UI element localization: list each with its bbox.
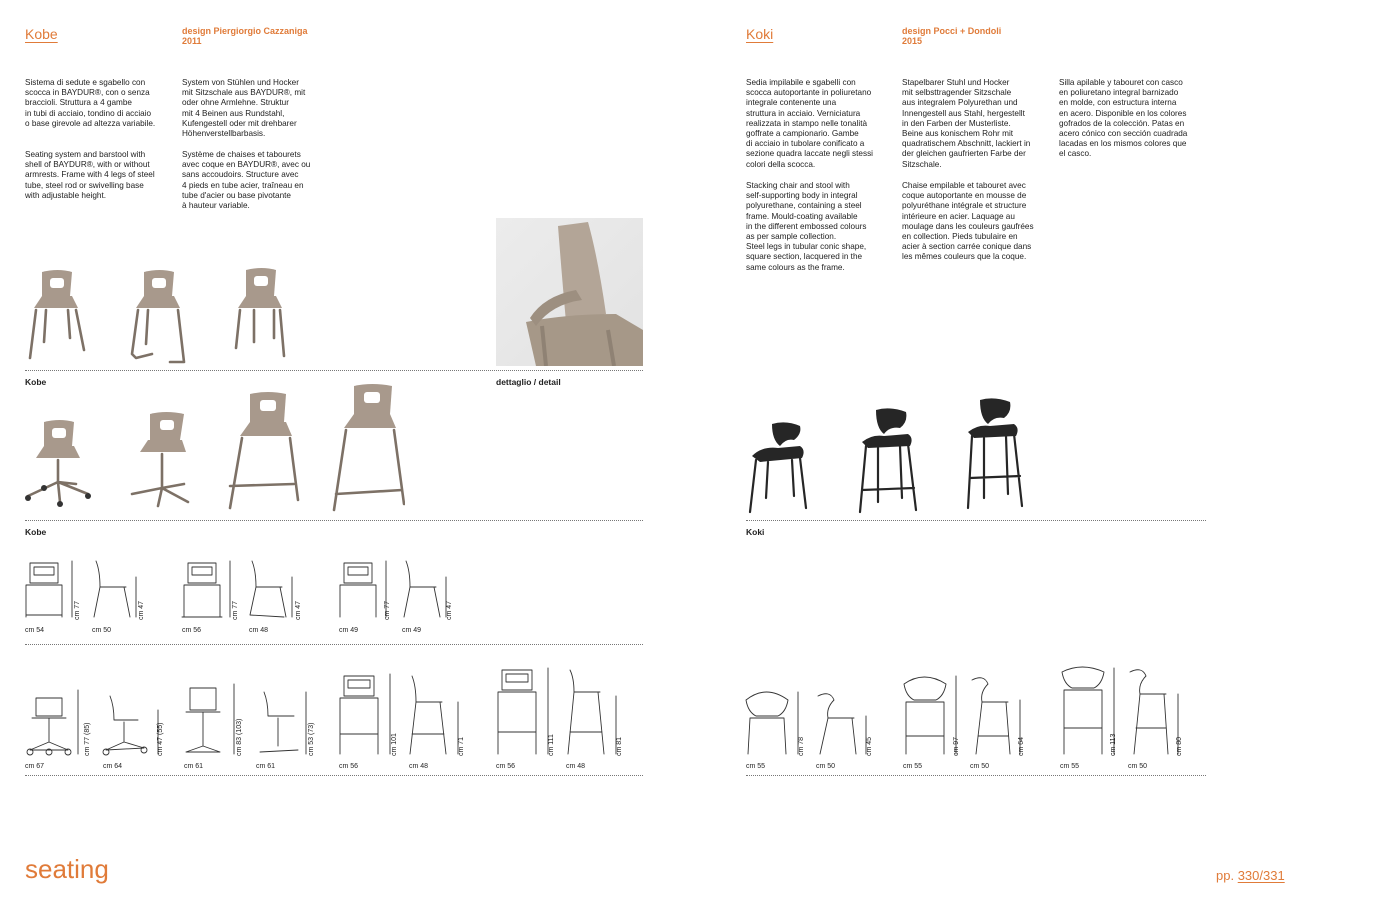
front-view-stool-low [340, 674, 390, 754]
width-label: cm 56 [339, 763, 359, 770]
kobe-chairs-photo-row2 [20, 382, 405, 517]
side-view-high-swivel [260, 692, 306, 754]
kobe-dimension-drawings-row1 [22, 557, 462, 623]
description-english: Seating system and barstool with shell of BAYDUR®, with or without armrests. Frame with 4 legs of steel tube, steel rod or swivelling base with adjustable height. [25, 150, 155, 200]
width-label: cm 50 [816, 763, 836, 770]
front-view-swivel [27, 690, 78, 755]
width-label: cm 49 [339, 627, 359, 634]
description-german: Stapelbarer Stuhl und Hocker mit selbsttragender Sitzschale aus integralem Polyurethan und Innengestell aus Stahl, hergestellt in den Farben der Musterliste. Beine aus konischem Rohr mit quadratischem Abschnitt, lackiert in der gleichen gaufrierten Farbe der Sitzschale. [902, 78, 1031, 169]
product-title-koki: Koki [746, 26, 774, 42]
height-label: cm 80 [1176, 736, 1183, 756]
width-label: cm 50 [1128, 763, 1148, 770]
design-year: 2011 [182, 36, 202, 46]
width-label: cm 56 [496, 763, 516, 770]
width-label: cm 54 [25, 627, 45, 634]
height-label: cm 47 [295, 600, 302, 620]
caption-detail: dettaglio / detail [496, 377, 561, 387]
front-view-rod [340, 561, 386, 617]
front-view-chair [26, 561, 72, 617]
product-title-kobe: Kobe [25, 26, 58, 42]
front-view-sled [182, 561, 230, 617]
designer-name: design Piergiorgio Cazzaniga [182, 26, 308, 36]
width-label: cm 50 [92, 627, 112, 634]
side-view-koki-stool-low [972, 678, 1020, 754]
pages-prefix: pp. [1216, 868, 1235, 883]
front-view-koki-stool-high [1062, 667, 1114, 754]
height-label: cm 64 [1018, 736, 1025, 756]
description-english: Stacking chair and stool with self-supporting body in integral polyurethane, containing a steel frame. Mould-coating available in the different embossed colours as per sample collection. Steel legs in tubular conic shape, square section, lacquered in the same colours as the frame. [746, 181, 867, 272]
side-view-sled [250, 561, 292, 617]
kobe-chairs-photo-row1 [20, 262, 310, 370]
height-label: cm 53 (73) [308, 722, 315, 756]
height-label: cm 77 [74, 600, 81, 620]
height-label: cm 111 [548, 734, 555, 756]
side-view-stool-high [568, 670, 616, 754]
height-label: cm 45 [866, 736, 873, 756]
height-label: cm 97 [953, 736, 960, 756]
designer-name: design Pocci + Dondoli [902, 26, 1002, 36]
width-label: cm 55 [746, 763, 766, 770]
pages-range: 330/331 [1237, 868, 1285, 883]
koki-chairs-photo [742, 398, 1042, 518]
width-label: cm 48 [566, 763, 586, 770]
kobe-stool-high [334, 384, 404, 510]
kobe-dimension-drawings-row2 [22, 666, 632, 760]
width-label: cm 50 [970, 763, 990, 770]
kobe-chair-sled [132, 270, 184, 362]
divider-row1 [25, 370, 643, 371]
height-label: cm 47 [446, 600, 453, 620]
divider-row3 [25, 644, 643, 645]
side-view-koki-chair [818, 694, 866, 754]
width-label: cm 67 [25, 763, 45, 770]
koki-stool-high [968, 398, 1022, 508]
kobe-stool-low [230, 392, 298, 508]
caption-koki: Koki [746, 527, 765, 537]
kobe-chair-high-swivel [132, 412, 188, 506]
front-view-koki-stool-low [904, 676, 956, 754]
design-year: 2015 [902, 36, 923, 46]
description-spanish: Silla apilable y tabouret con casco en poliuretano integral barnizado en molde, con estructura interna en acero. Disponible en los colores gofrados de la colección. Patas en acero cónico con sección cuadrada lacadas en los mismos colores que el casco. [1059, 78, 1188, 159]
kobe-chair-4-legs [30, 270, 84, 358]
front-view-high-swivel [186, 684, 234, 754]
width-label: cm 56 [182, 627, 202, 634]
height-label: cm 113 [1110, 733, 1117, 756]
description-french: Chaise empilable et tabouret avec coque autoportante en mousse de polyuréthane intégrale et structure intérieure en acier. Laquage au moulage dans les couleurs gaufrées en collection. Pieds tubulaire en acier à section carrée conique dans les mêmes couleurs que la coque. [902, 181, 1034, 262]
divider-row4 [25, 775, 643, 776]
page-numbers [1216, 868, 1285, 883]
divider-row2 [25, 520, 643, 521]
caption-kobe-row2: Kobe [25, 527, 47, 537]
width-label: cm 49 [402, 627, 422, 634]
section-title: seating [25, 854, 109, 884]
height-label: cm 101 [391, 733, 398, 756]
side-view-koki-stool-high [1130, 670, 1178, 754]
width-label: cm 55 [903, 763, 923, 770]
height-label: cm 83 (103) [236, 718, 243, 756]
kobe-chair-swivel-base [25, 420, 91, 507]
height-label: cm 78 [798, 736, 805, 756]
height-label: cm 71 [458, 736, 465, 756]
height-label: cm 77 (85) [84, 722, 91, 756]
front-view-stool-high [498, 668, 548, 754]
height-label: cm 77 [232, 600, 239, 620]
height-label: cm 47 (55) [157, 722, 164, 756]
front-view-koki-chair [746, 692, 798, 754]
designer-credit-kobe [182, 26, 308, 46]
divider-koki-dims [746, 775, 1206, 776]
width-label: cm 61 [184, 763, 204, 770]
divider-koki-photo [746, 520, 1206, 521]
designer-credit-koki [902, 26, 1001, 46]
description-french: Système de chaises et tabourets avec coque en BAYDUR®, avec ou sans accoudoirs. Structure avec 4 pieds en tube acier, traîneau en tube d'acier ou base pivotante à hauteur variable. [182, 150, 311, 211]
width-label: cm 64 [103, 763, 123, 770]
side-view-swivel [103, 696, 158, 755]
height-label: cm 47 [138, 600, 145, 620]
height-label: cm 77 [384, 600, 391, 620]
description-italian: Sistema di sedute e sgabello con scocca in BAYDUR®, con o senza braccioli. Struttura a 4 gambe in tubi di acciaio, tondino di acciaio o base girevole ad altezza variabile. [25, 78, 156, 128]
side-view-rod [404, 561, 446, 617]
description-german: System von Stühlen und Hocker mit Sitzschale aus BAYDUR®, mit oder ohne Armlehne. Struktur mit 4 Beinen aus Rundstahl, Kufengestell oder mit drehbarer Höhenverstellbarbasis. [182, 78, 306, 139]
width-label: cm 55 [1060, 763, 1080, 770]
side-view-stool-low [410, 676, 458, 754]
kobe-chair-steel-rod [236, 268, 284, 356]
kobe-detail-photo [496, 218, 643, 366]
koki-chair-black [750, 422, 806, 512]
width-label: cm 48 [409, 763, 429, 770]
width-label: cm 61 [256, 763, 276, 770]
side-view-chair [94, 561, 136, 617]
height-label: cm 81 [616, 736, 623, 756]
armrest-detail-image [496, 218, 643, 366]
description-italian: Sedia impilabile e sgabelli con scocca autoportante in poliuretano integrale contenente una struttura in acciaio. Verniciatura realizzata in stampo nelle tonalità goffrate a campionario. Gambe di acciaio in tubolare conificato a sezione quadra laccate negli stessi colori della scocca. [746, 78, 873, 169]
width-label: cm 48 [249, 627, 269, 634]
koki-stool-low [860, 408, 916, 512]
caption-kobe-row1: Kobe [25, 377, 47, 387]
